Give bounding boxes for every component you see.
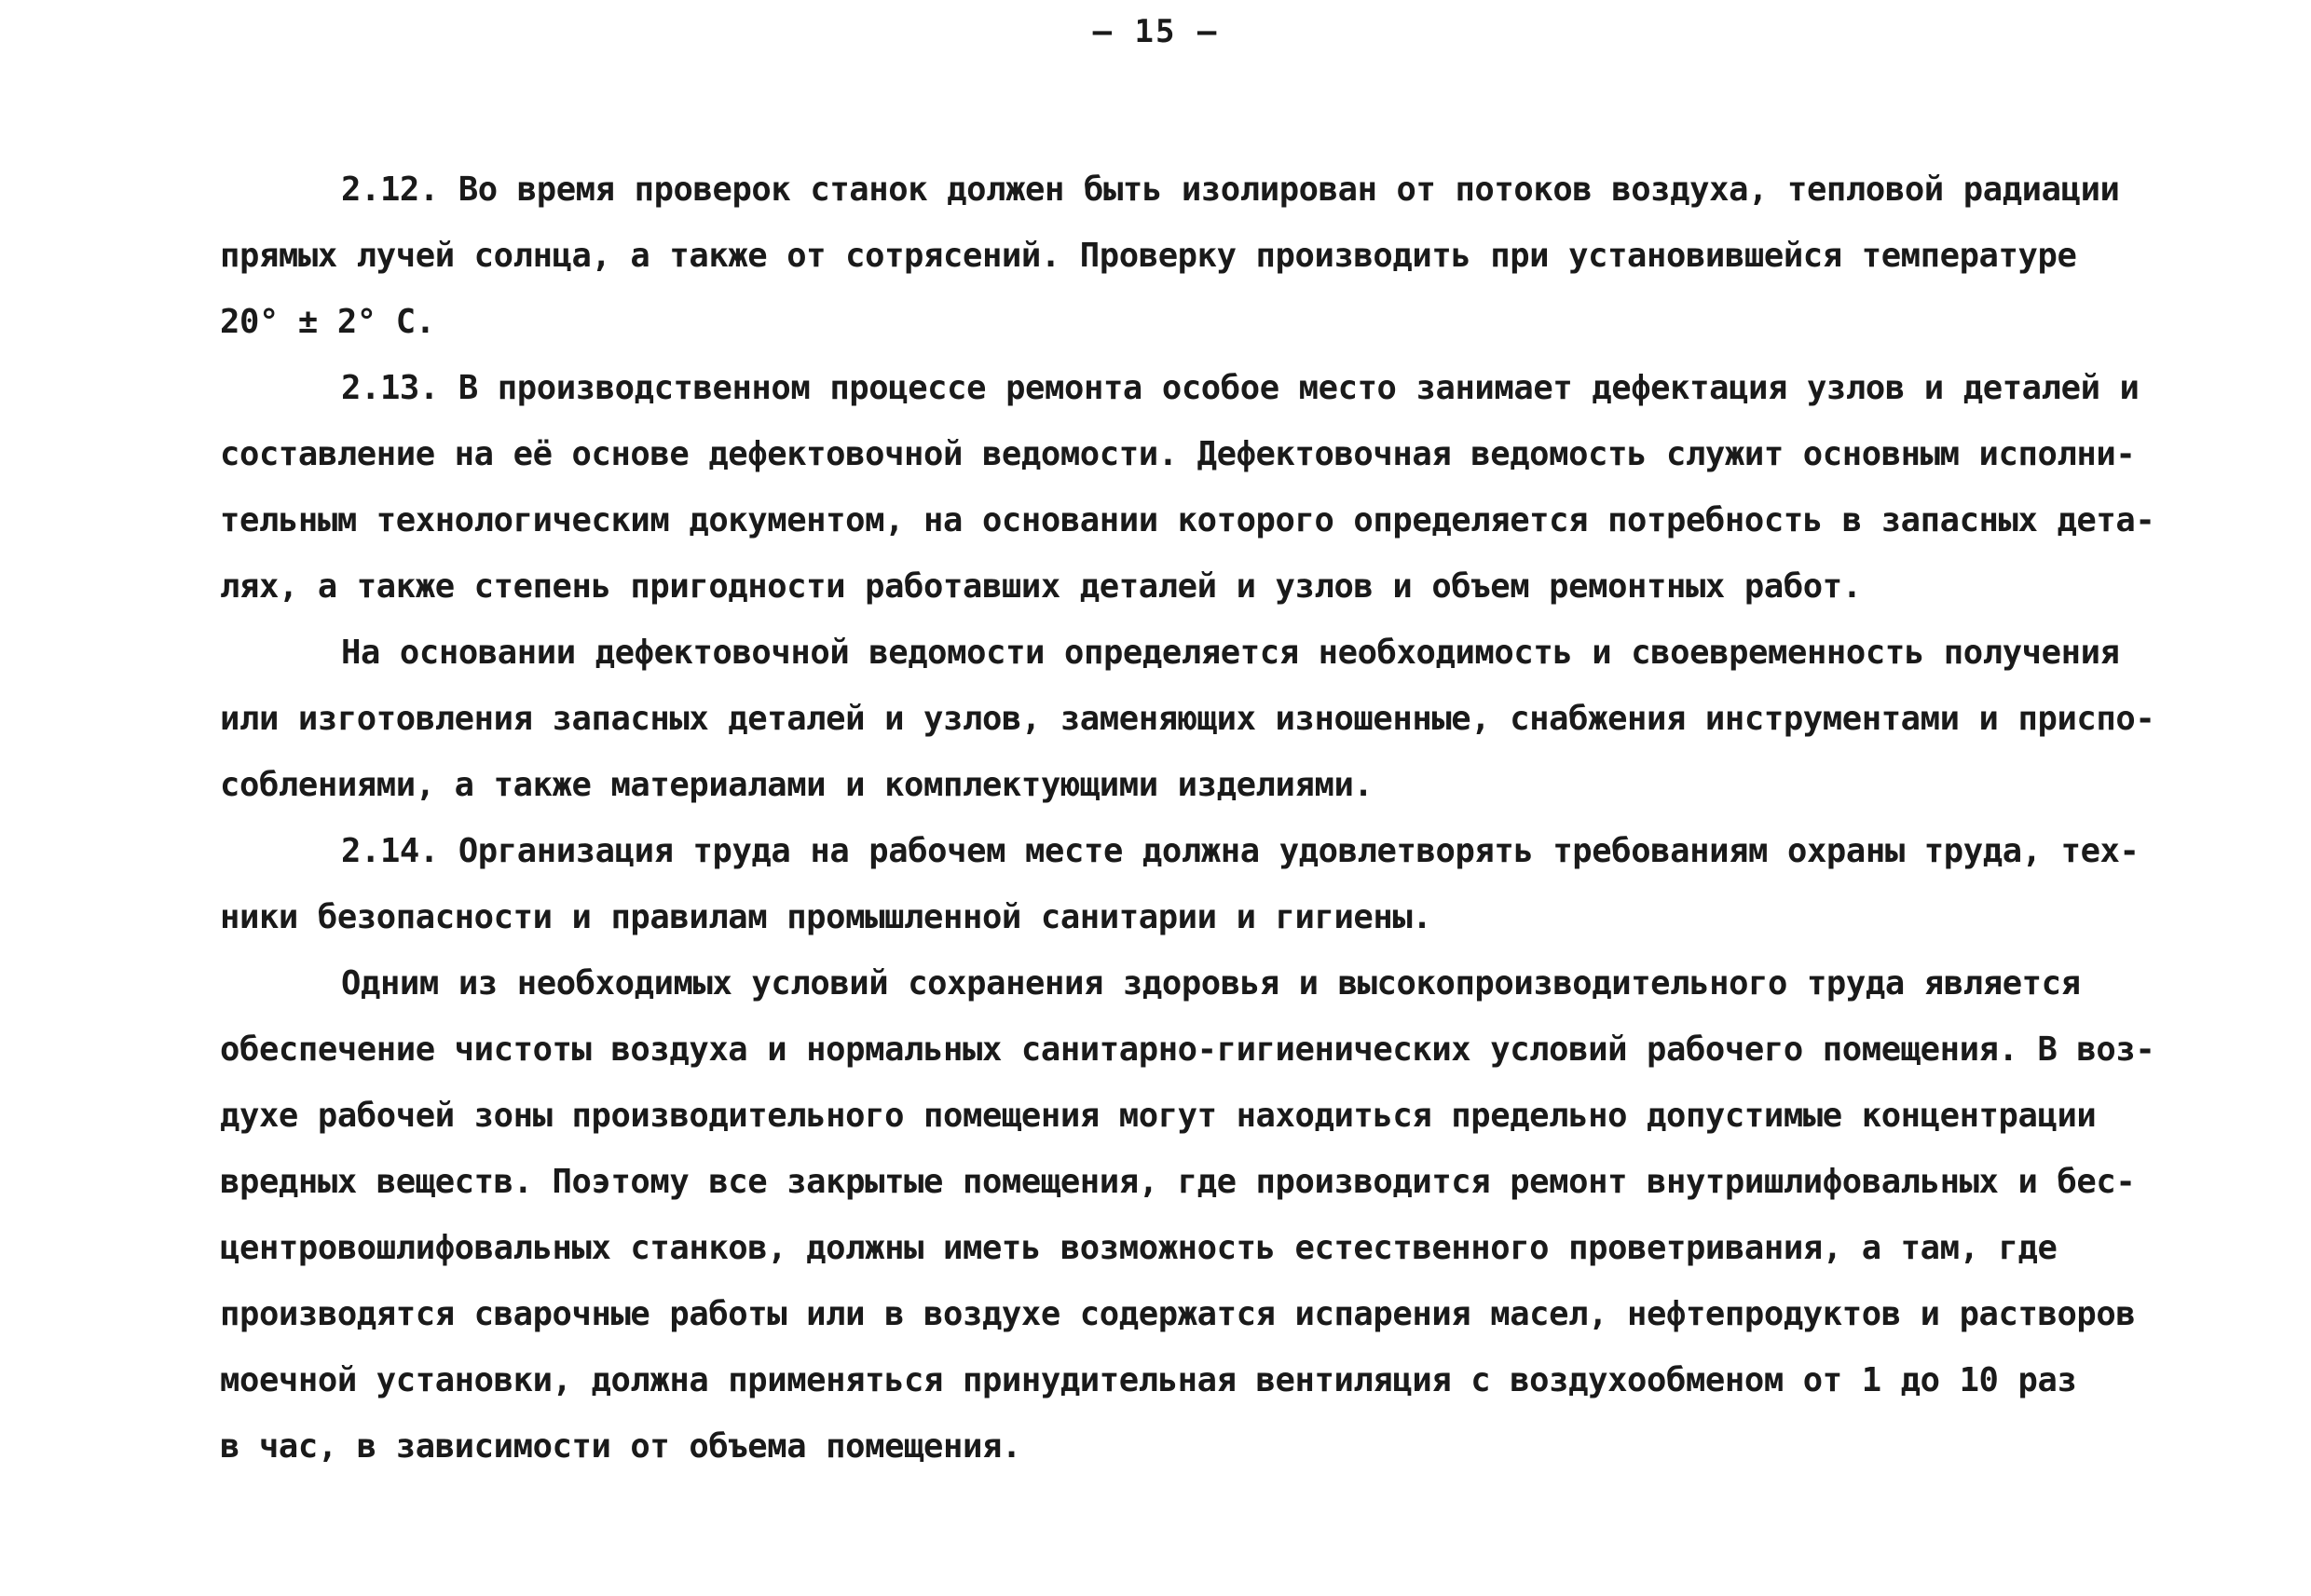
paragraph-2-12 [220, 157, 2233, 355]
document-body [220, 157, 2233, 1480]
text-line: лях, а также степень пригодности работавших деталей и узлов и объем ремонтных работ. [220, 567, 1862, 606]
text-line: тельным технологическим документом, на основании которого определяется потребность в запасных дета- [220, 501, 2155, 539]
text-line: Одним из необходимых условий сохранения здоровья и высокопроизводительного труда является [341, 964, 2081, 1003]
text-line: духе рабочей зоны производительного помещения могут находиться предельно допустимые концентрации [220, 1097, 2097, 1135]
paragraph-ventilation [220, 950, 2233, 1480]
text-line: моечной установки, должна применяться принудительная вентиляция с воздухообменом от 1 до 10 раз [220, 1361, 2077, 1399]
text-line: вредных веществ. Поэтому все закрытые помещения, где производится ремонт внутришлифовальных и бес- [220, 1163, 2136, 1201]
text-line: соблениями, а также материалами и комплектующими изделиями. [220, 766, 1374, 804]
text-line: прямых лучей солнца, а также от сотрясений. Проверку производить при установившейся температуре [220, 237, 2077, 275]
text-line: в час, в зависимости от объема помещения. [220, 1427, 1021, 1466]
text-line: 2.12. Во время проверок станок должен быть изолирован от потоков воздуха, тепловой радиации [341, 171, 2120, 209]
text-line: ники безопасности и правилам промышленной санитарии и гигиены. [220, 898, 1432, 936]
text-line: центровошлифовальных станков, должны иметь возможность естественного проветривания, а там, где [220, 1229, 2058, 1267]
text-line: 20° ± 2° С. [220, 303, 435, 341]
text-line: 2.14. Организация труда на рабочем месте должна удовлетворять требованиям охраны труда, тех- [341, 832, 2140, 870]
text-line: 2.13. В производственном процессе ремонта особое место занимает дефектация узлов и деталей и [341, 369, 2140, 407]
paragraph-defect-list [220, 620, 2233, 818]
text-line: составление на её основе дефектовочной ведомости. Дефектовочная ведомость служит основным исполни- [220, 435, 2136, 473]
text-line: производятся сварочные работы или в воздухе содержатся испарения масел, нефтепродуктов и растворов [220, 1295, 2136, 1333]
paragraph-2-14 [220, 818, 2233, 950]
paragraph-2-13 [220, 355, 2233, 620]
text-line: или изготовления запасных деталей и узлов, заменяющих изношенные, снабжения инструментами и приспо- [220, 700, 2155, 738]
page-number: — 15 — [1092, 13, 1219, 50]
text-line: обеспечение чистоты воздуха и нормальных санитарно-гигиенических условий рабочего помещения. В воз- [220, 1030, 2155, 1069]
text-line: На основании дефектовочной ведомости определяется необходимость и своевременность получения [341, 634, 2120, 672]
